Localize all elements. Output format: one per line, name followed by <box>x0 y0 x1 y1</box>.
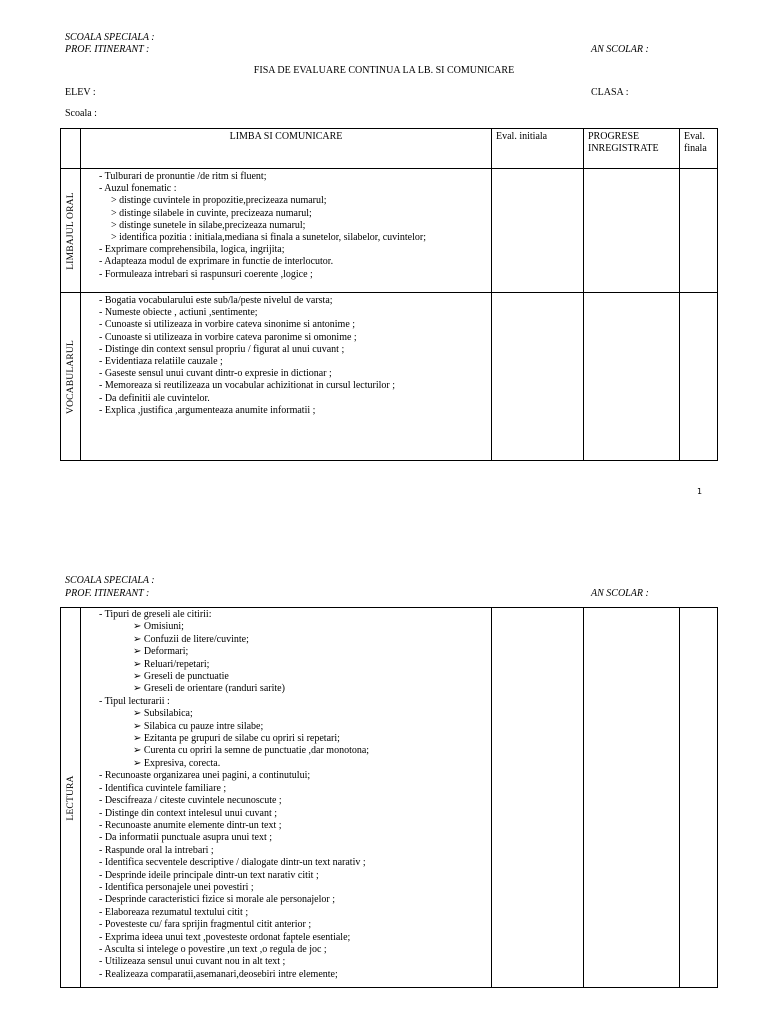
class-label: CLASA : <box>591 87 629 98</box>
header-eval-finala: Eval. finala <box>680 129 718 169</box>
school-label: SCOALA SPECIALA : <box>65 32 155 43</box>
list-item: - Exprimare comprehensibila, logica, ingrijita; <box>99 244 285 256</box>
evaluation-table-page2 <box>60 607 718 988</box>
list-item: > distinge cuvintele in propozitie,precizeaza numarul; <box>111 195 327 207</box>
list-item: ➢ Subsilabica; <box>133 708 193 720</box>
list-item: - Recunoaste organizarea unei pagini, a continutului; <box>99 770 311 782</box>
list-item: - Adapteaza modul de exprimare in functie de interlocutor. <box>99 256 334 268</box>
document-title: FISA DE EVALUARE CONTINUA LA LB. SI COMUNICARE <box>253 65 515 76</box>
list-item: - Distinge din context intelesul unui cuvant ; <box>99 807 278 819</box>
list-item: - Raspunde oral la intrebari ; <box>99 844 214 856</box>
list-item: ➢ Confuzii de litere/cuvinte; <box>133 633 249 645</box>
header-limba-comunicare: LIMBA SI COMUNICARE <box>81 129 492 169</box>
prof-label: PROF. ITINERANT : <box>65 44 150 55</box>
list-item: ➢ Greseli de punctuatie <box>133 671 229 683</box>
eval-initiala-cell[interactable] <box>492 608 584 988</box>
list-item: - Da definitii ale cuvintelor. <box>99 392 210 404</box>
list-item: - Elaboreaza rezumatul textului citit ; <box>99 906 249 918</box>
student-label: ELEV : <box>65 87 96 98</box>
progrese-cell[interactable] <box>584 293 680 461</box>
eval-finala-cell[interactable] <box>680 293 718 461</box>
list-item: - Cunoaste si utilizeaza in vorbire cateva sinonime si antonime ; <box>99 319 356 331</box>
progrese-cell[interactable] <box>584 608 680 988</box>
list-item: - Identifica cuvintele familiare ; <box>99 782 227 794</box>
list-item: - Evidentiaza relatiile cauzale ; <box>99 356 223 368</box>
list-item: - Desprinde caracteristici fizice si morale ale personajelor ; <box>99 894 335 906</box>
list-item: - Bogatia vocabularului este sub/la/peste nivelul de varsta; <box>99 295 333 306</box>
list-item: ➢ Greseli de orientare (randuri sarite) <box>133 683 285 695</box>
list-item: - Asculta si intelege o povestire ,un text ,o regula de joc ; <box>99 943 327 955</box>
list-item: - Exprima ideea unui text ,povesteste ordonat faptele esentiale; <box>99 931 351 943</box>
list-item: ➢ Curenta cu opriri la semne de punctuatie ,dar monotona; <box>133 745 370 757</box>
list-item: - Identifica personajele unei povestiri ; <box>99 881 254 893</box>
header-progrese: PROGRESE INREGISTRATE <box>584 129 680 169</box>
list-item: - Utilizeaza sensul unui cuvant nou in alt text ; <box>99 956 286 968</box>
list-item: ➢ Expresiva, corecta. <box>133 757 221 769</box>
items-cell-lectura <box>81 608 492 988</box>
list-item: > identifica pozitia : initiala,mediana si finala a sunetelor, silabelor, cuvintelor; <box>111 232 427 244</box>
list-item: - Numeste obiecte , actiuni ,sentimente; <box>99 307 258 319</box>
school-year-label-page2: AN SCOLAR : <box>591 588 649 599</box>
list-item: > distinge sunetele in silabe,precizeaza numarul; <box>111 219 306 231</box>
list-item: - Cunoaste si utilizeaza in vorbire cateva paronime si omonime ; <box>99 331 357 343</box>
items-cell-limbaj-oral <box>81 169 492 293</box>
prof-label-page2: PROF. ITINERANT : <box>65 588 150 599</box>
list-item: - Descifreaza / citeste cuvintele necunoscute ; <box>99 795 282 807</box>
progrese-cell[interactable] <box>584 169 680 293</box>
list-item: ➢ Silabica cu pauze intre silabe; <box>133 720 264 732</box>
evaluation-table-page1 <box>60 128 718 461</box>
list-item: - Da informatii punctuale asupra unui text ; <box>99 832 273 844</box>
list-item: - Explica ,justifica ,argumenteaza anumite informatii ; <box>99 404 316 416</box>
page-number: 1 <box>697 487 703 496</box>
items-cell-vocabularul <box>81 293 492 461</box>
list-item: - Povesteste cu/ fara sprijin fragmentul citit anterior ; <box>99 919 312 931</box>
list-item: > distinge silabele in cuvinte, precizeaza numarul; <box>111 207 312 219</box>
eval-finala-cell[interactable] <box>680 169 718 293</box>
eval-initiala-cell[interactable] <box>492 169 584 293</box>
eval-initiala-cell[interactable] <box>492 293 584 461</box>
table-row-lectura <box>61 608 718 988</box>
list-item: - Realizeaza comparatii,asemanari,deosebiri intre elemente; <box>99 968 338 980</box>
list-item: - Distinge din context sensul propriu / figurat al unui cuvant ; <box>99 343 345 355</box>
section-label-lectura: LECTURA <box>61 608 81 988</box>
list-item: - Tipuri de greseli ale citirii: <box>99 609 212 620</box>
list-item: - Tulburari de pronuntie /de ritm si fluent; <box>99 171 267 182</box>
list-item: ➢ Deformari; <box>133 646 189 658</box>
table-header-row <box>61 129 718 169</box>
list-item: ➢ Reluari/repetari; <box>133 658 210 670</box>
section-label-limbajul-oral: LIMBAJUL ORAL <box>61 169 81 293</box>
table-row-vocabularul <box>61 293 718 461</box>
table-row-limbaj-oral <box>61 169 718 293</box>
list-item: - Auzul fonematic : <box>99 183 177 195</box>
eval-finala-cell[interactable] <box>680 608 718 988</box>
school-year-label: AN SCOLAR : <box>591 44 649 55</box>
list-item: - Tipul lecturarii : <box>99 695 170 707</box>
list-item: - Desprinde ideile principale dintr-un text narativ citit ; <box>99 869 319 881</box>
list-item: ➢ Omisiuni; <box>133 621 184 633</box>
list-item: - Recunoaste anumite elemente dintr-un text ; <box>99 819 282 831</box>
school-field-label: Scoala : <box>65 108 97 119</box>
section-label-vocabularul: VOCABULARUL <box>61 293 81 461</box>
list-item: - Formuleaza intrebari si raspunsuri coerente ,logice ; <box>99 268 313 280</box>
header-empty-cell <box>61 129 81 169</box>
list-item: - Gaseste sensul unui cuvant dintr-o expresie in dictionar ; <box>99 368 332 380</box>
header-eval-initiala: Eval. initiala <box>492 129 584 169</box>
list-item: ➢ Ezitanta pe grupuri de silabe cu opriri si repetari; <box>133 733 340 745</box>
list-item: - Memoreaza si reutilizeaza un vocabular achizitionat in cursul lecturilor ; <box>99 380 395 392</box>
school-label-page2: SCOALA SPECIALA : <box>65 575 155 586</box>
list-item: - Identifica secventele descriptive / dialogate dintr-un text narativ ; <box>99 857 366 869</box>
